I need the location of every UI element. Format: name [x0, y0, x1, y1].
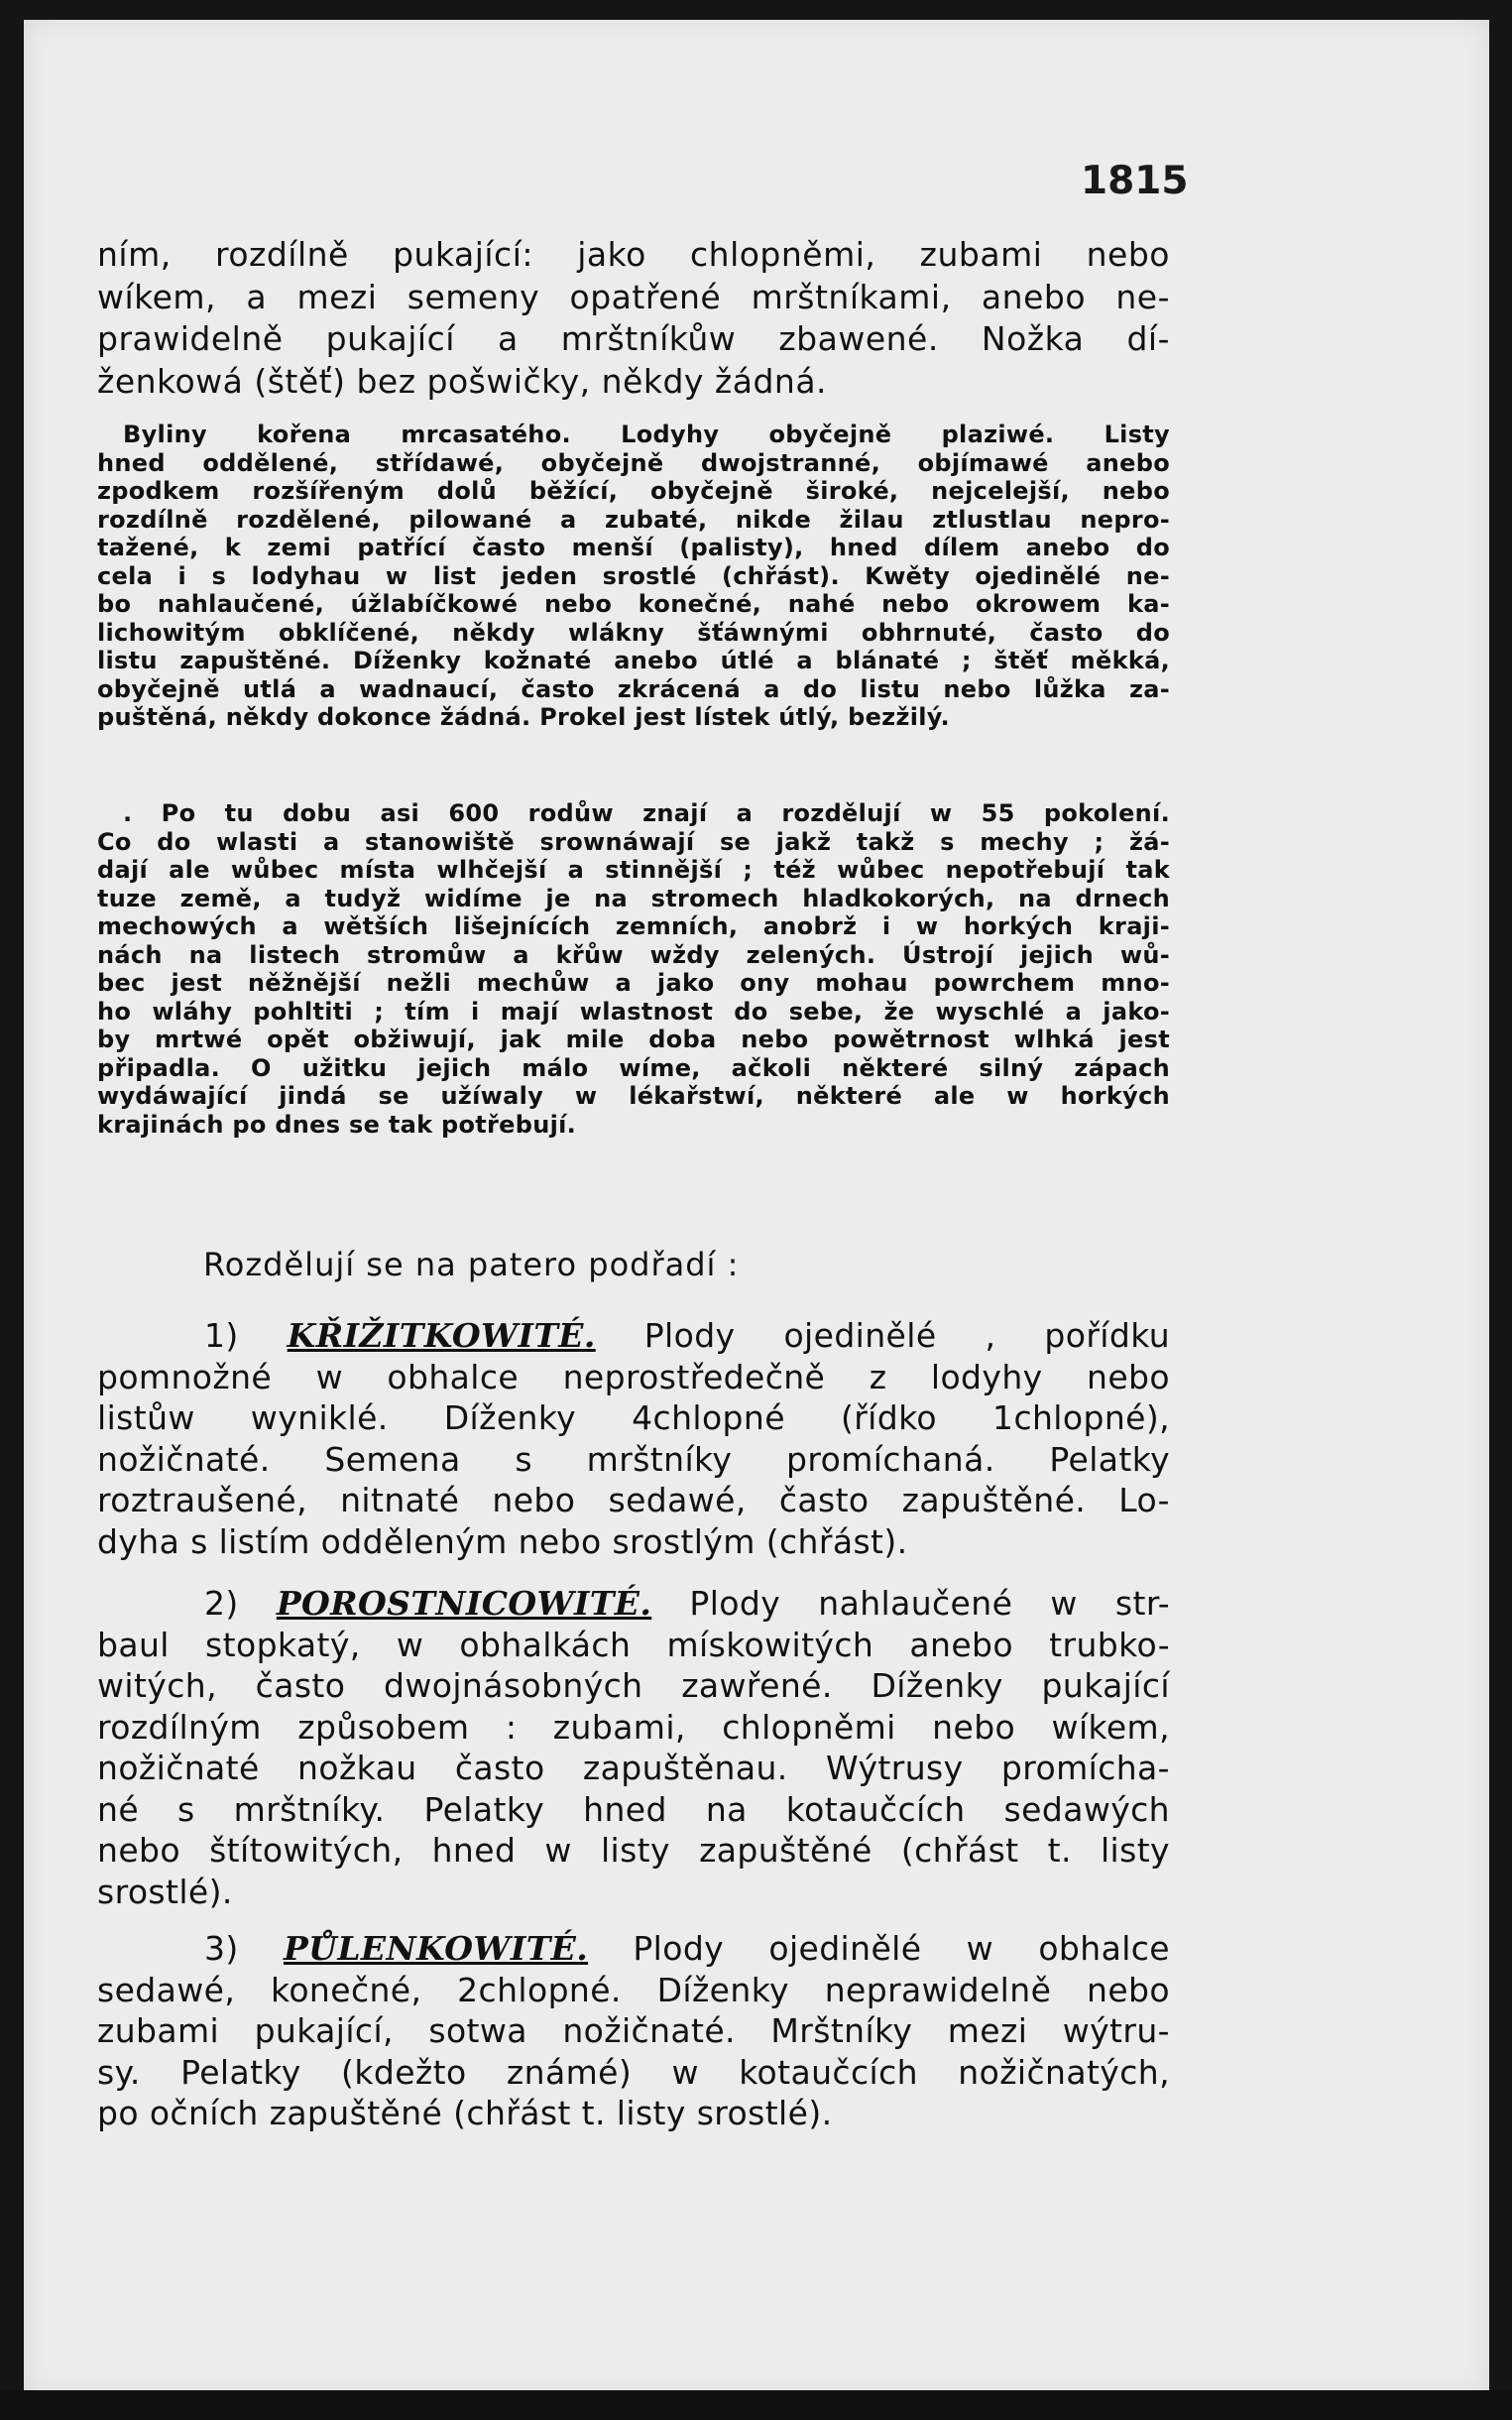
text-line: krajinách po dnes se tak potřebují. [97, 1110, 577, 1139]
text-line: ženkowá (štěť) bez pošwičky, někdy žádná. [97, 361, 828, 401]
text-line: pomnožné w obhalce neprostředečně z lodyhy nebo [97, 1357, 1170, 1396]
text-line: sedawé, konečné, 2chlopné. Díženky neprawidelně nebo [97, 1970, 1170, 2009]
text-line: wydáwající jindá se užíwaly w lékařstwí, některé ale w horkých [97, 1082, 1170, 1110]
subfamily-item-3 [97, 1928, 1170, 2134]
item-number: 2) [204, 1584, 239, 1623]
text-line: ním, rozdílně pukající: jako chlopněmi, zubami nebo [97, 235, 1170, 274]
item-number: 3) [204, 1929, 239, 1968]
text-line: baul stopkatý, w obhalkách mískowitých anebo trubko- [97, 1625, 1170, 1664]
category-name: KŘIŽITKOWITÉ. [287, 1316, 596, 1355]
text-line: lichowitým obklíčené, někdy wlákny šťáwnými obhrnuté, často do [97, 618, 1170, 647]
text-line: dyha s listím odděleným nebo srostlým (chřást). [97, 1521, 908, 1561]
page-number: 1815 [1081, 159, 1189, 203]
text-line: Co do wlasti a stanowiště srownáwají se jakž takž s mechy ; žá- [97, 827, 1170, 856]
item-first-line [97, 1315, 1170, 1357]
item-first-text: Plody nahlaučené w str- [689, 1584, 1171, 1623]
text-line: . Po tu dobu asi 600 rodůw znají a rozdělují w 55 pokolení. [123, 799, 1170, 827]
text-line: nožičnaté. Semena s mrštníky promíchaná. Pelatky [97, 1439, 1170, 1479]
text-line: nách na listech stromůw a křůw wždy zelených. Ústrojí jejich wů- [97, 940, 1170, 969]
text-line: srostlé). [97, 1872, 233, 1911]
category-name: POROSTNICOWITÉ. [276, 1584, 652, 1623]
item-first-text: Plody ojedinělé w obhalce [633, 1929, 1171, 1968]
paragraph-byliny [97, 421, 1170, 732]
text-line: prawidelně pukající a mrštníkůw zbawené. Nožka dí- [97, 319, 1170, 358]
item-first-line [97, 1928, 1170, 1970]
subfamily-item-1 [97, 1315, 1170, 1562]
text-line: po očních zapuštěné (chřást t. listy srostlé). [97, 2094, 833, 2132]
text-line: zubami pukající, sotwa nožičnaté. Mrštníky mezi wýtru- [97, 2011, 1170, 2050]
text-line: nožičnaté nožkau často zapuštěnau. Wýtrusy promícha- [97, 1749, 1170, 1787]
text-line: připadla. O užitku jejich málo wíme, ačkoli některé silný zápach [97, 1053, 1170, 1082]
paragraph-history [97, 799, 1170, 1139]
text-line: zpodkem rozšířeným dolů běžící, obyčejně široké, nejcelejší, nebo [97, 477, 1170, 505]
text-line: listůw wyniklé. Díženky 4chlopné (řídko 1chlopné), [97, 1398, 1170, 1437]
text-line: roztraušené, nitnaté nebo sedawé, často zapuštěné. Lo- [97, 1481, 1170, 1519]
item-first-text: Plody ojedinělé , pořídku [643, 1316, 1171, 1355]
text-line: tuze země, a tudyž widíme je na stromech hladkokorých, na drnech [97, 884, 1170, 912]
text-line: bec jest něžnější nežli mechůw a jako ony mohau powrchem mno- [97, 969, 1170, 997]
text-line: rozdílným způsobem : zubami, chlopněmi nebo wíkem, [97, 1707, 1170, 1747]
text-line: bo nahlaučené, úžlabíčkowé nebo konečné, nahé nebo okrowem ka- [97, 590, 1170, 618]
text-line: obyčejně utlá a wadnaucí, často zkrácená a do listu nebo lůžka za- [97, 674, 1170, 703]
subfamily-item-2 [97, 1583, 1170, 1912]
text-line: né s mrštníky. Pelatky hned na kotaučcích sedawých [97, 1789, 1170, 1829]
text-line: ho wláhy pohltiti ; tím i mají wlastnost do sebe, že wyschlé a jako- [97, 997, 1170, 1026]
paragraph-intro [97, 234, 1170, 403]
text-line: cela i s lodyhau w list jeden srostlé (chřást). Kwěty ojedinělé ne- [97, 561, 1170, 590]
text-line: nebo štítowitých, hned w listy zapuštěné (chřást t. listy [97, 1831, 1170, 1870]
section-heading: Rozdělují se na patero podřadí : [203, 1246, 740, 1283]
text-line: dají ale wůbec místa wlhčejší a stinnější ; též wůbec nepotřebují tak [97, 856, 1170, 884]
text-line: rozdílně rozdělené, pilowané a zubaté, nikde žilau ztlustlau nepro- [97, 505, 1170, 534]
text-line: puštěná, někdy dokonce žádná. Prokel jest lístek útlý, bezžilý. [97, 703, 950, 731]
text-line: listu zapuštěné. Díženky kožnaté anebo útlé a blánaté ; štěť měkká, [97, 647, 1170, 674]
scan-border [0, 2390, 1512, 2420]
item-number: 1) [204, 1316, 239, 1355]
text-line: sy. Pelatky (kdežto známé) w kotaučcích nožičnatých, [97, 2052, 1170, 2092]
text-line: mechowých a wětších lišejnících zemních, anobrž i w horkých kraji- [97, 912, 1170, 940]
text-line: by mrtwé opět obžiwují, jak mile doba nebo powětrnost wlhká jest [97, 1026, 1170, 1053]
item-first-line [97, 1583, 1170, 1625]
text-line: witých, často dwojnásobných zawřené. Díženky pukající [97, 1666, 1170, 1705]
text-line: Byliny kořena mrcasatého. Lodyhy obyčejně plaziwé. Listy [123, 421, 1170, 448]
category-name: PŮLENKOWITÉ. [283, 1929, 589, 1968]
text-line: tažené, k zemi patřící často menší (palisty), hned dílem anebo do [97, 534, 1170, 561]
text-line: wíkem, a mezi semeny opatřené mrštníkami, anebo ne- [97, 277, 1170, 316]
text-line: hned oddělené, střídawé, obyčejně dwojstranné, objímawé anebo [97, 448, 1170, 477]
